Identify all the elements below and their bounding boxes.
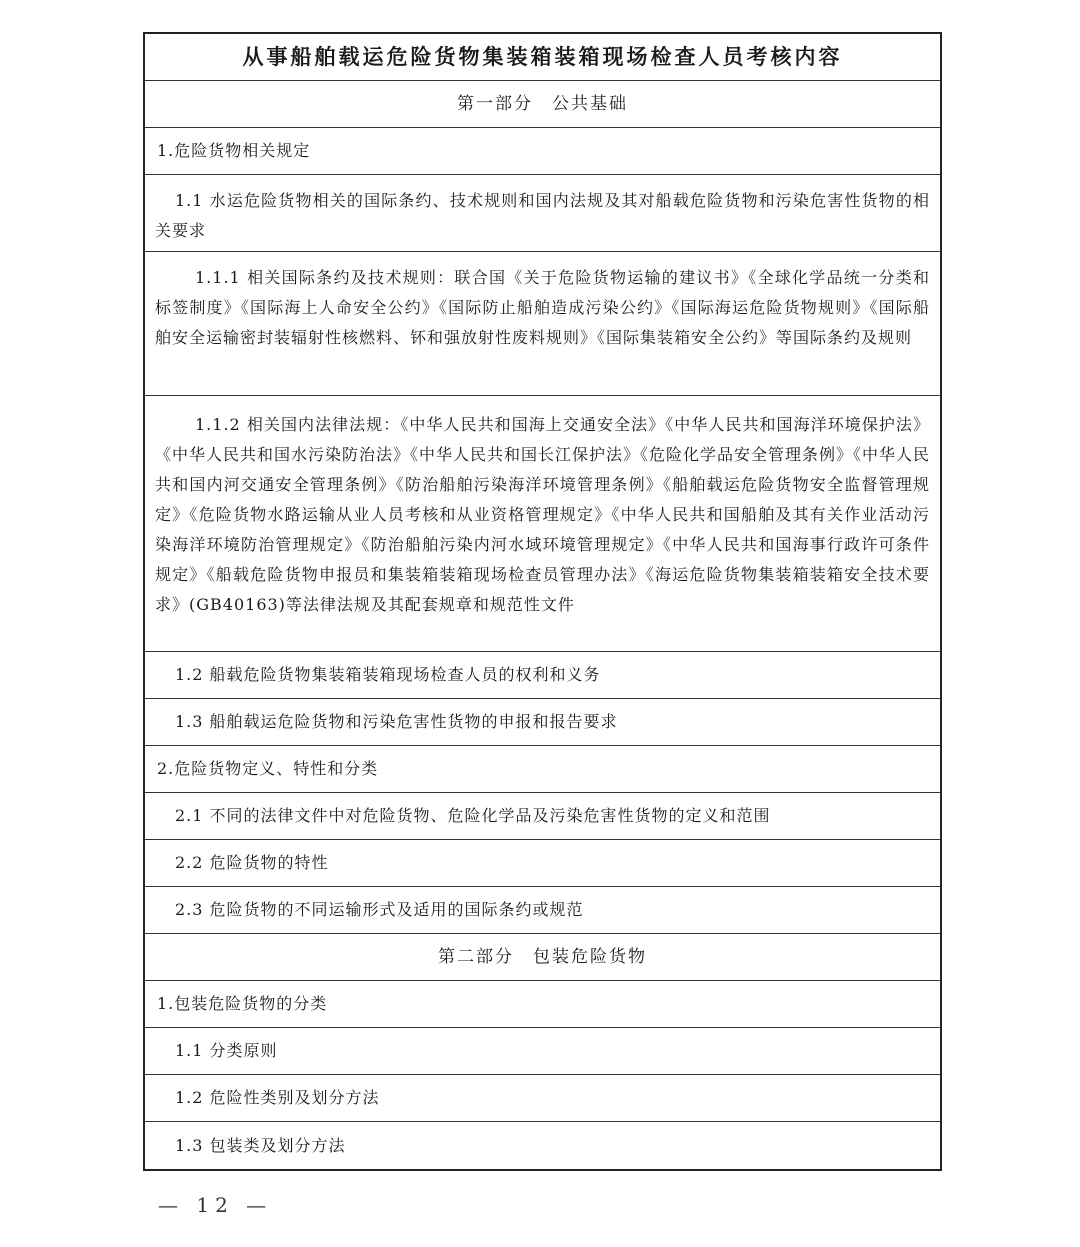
item-2-3: 2.3 危险货物的不同运输形式及适用的国际条约或规范 <box>145 887 940 934</box>
part-one-heading: 第一部分 公共基础 <box>145 81 940 128</box>
item-2-2: 2.2 危险货物的特性 <box>145 840 940 887</box>
item-1-2: 1.2 船载危险货物集装箱装箱现场检查人员的权利和义务 <box>145 652 940 699</box>
item-1-3: 1.3 船舶载运危险货物和污染危害性货物的申报和报告要求 <box>145 699 940 746</box>
section-2-heading: 2.危险货物定义、特性和分类 <box>145 746 940 793</box>
item-1-1: 1.1 水运危险货物相关的国际条约、技术规则和国内法规及其对船载危险货物和污染危害性货物的相关要求 <box>145 175 940 252</box>
part-two-item-1-1: 1.1 分类原则 <box>145 1028 940 1075</box>
part-two-section-1-heading: 1.包装危险货物的分类 <box>145 981 940 1028</box>
item-2-1: 2.1 不同的法律文件中对危险货物、危险化学品及污染危害性货物的定义和范围 <box>145 793 940 840</box>
part-two-item-1-2: 1.2 危险性类别及划分方法 <box>145 1075 940 1122</box>
document-title: 从事船舶载运危险货物集装箱装箱现场检查人员考核内容 <box>145 34 940 81</box>
content-table <box>143 32 942 1171</box>
part-two-item-1-3: 1.3 包装类及划分方法 <box>175 1135 346 1155</box>
item-1-1-1: 1.1.1 相关国际条约及技术规则：联合国《关于危险货物运输的建议书》《全球化学品统一分类和标签制度》《国际海上人命安全公约》《国际防止船舶造成污染公约》《国际海运危险货物规则》《国际船舶安全运输密封装辐射性核燃料、钚和强放射性废料规则》《国际集装箱安全公约》等国际条约及规则 <box>145 252 940 396</box>
page-number: — 12 — <box>158 1193 273 1217</box>
section-1-heading: 1.危险货物相关规定 <box>145 128 940 175</box>
item-1-1-2: 1.1.2 相关国内法律法规：《中华人民共和国海上交通安全法》《中华人民共和国海洋环境保护法》《中华人民共和国水污染防治法》《中华人民共和国长江保护法》《危险化学品安全管理条例》《中华人民共和国内河交通安全管理条例》《防治船舶污染海洋环境管理条例》《船舶载运危险货物安全监督管理规定》《危险货物水路运输从业人员考核和从业资格管理规定》《中华人民共和国船舶及其有关作业活动污染海洋环境防治管理规定》《防治船舶污染内河水域环境管理规定》《中华人民共和国海事行政许可条件规定》《船载危险货物申报员和集装箱装箱现场检查员管理办法》《海运危险货物集装箱装箱安全技术要求》(GB40163)等法律法规及其配套规章和规范性文件 <box>145 396 940 652</box>
part-two-heading: 第二部分 包装危险货物 <box>145 934 940 981</box>
